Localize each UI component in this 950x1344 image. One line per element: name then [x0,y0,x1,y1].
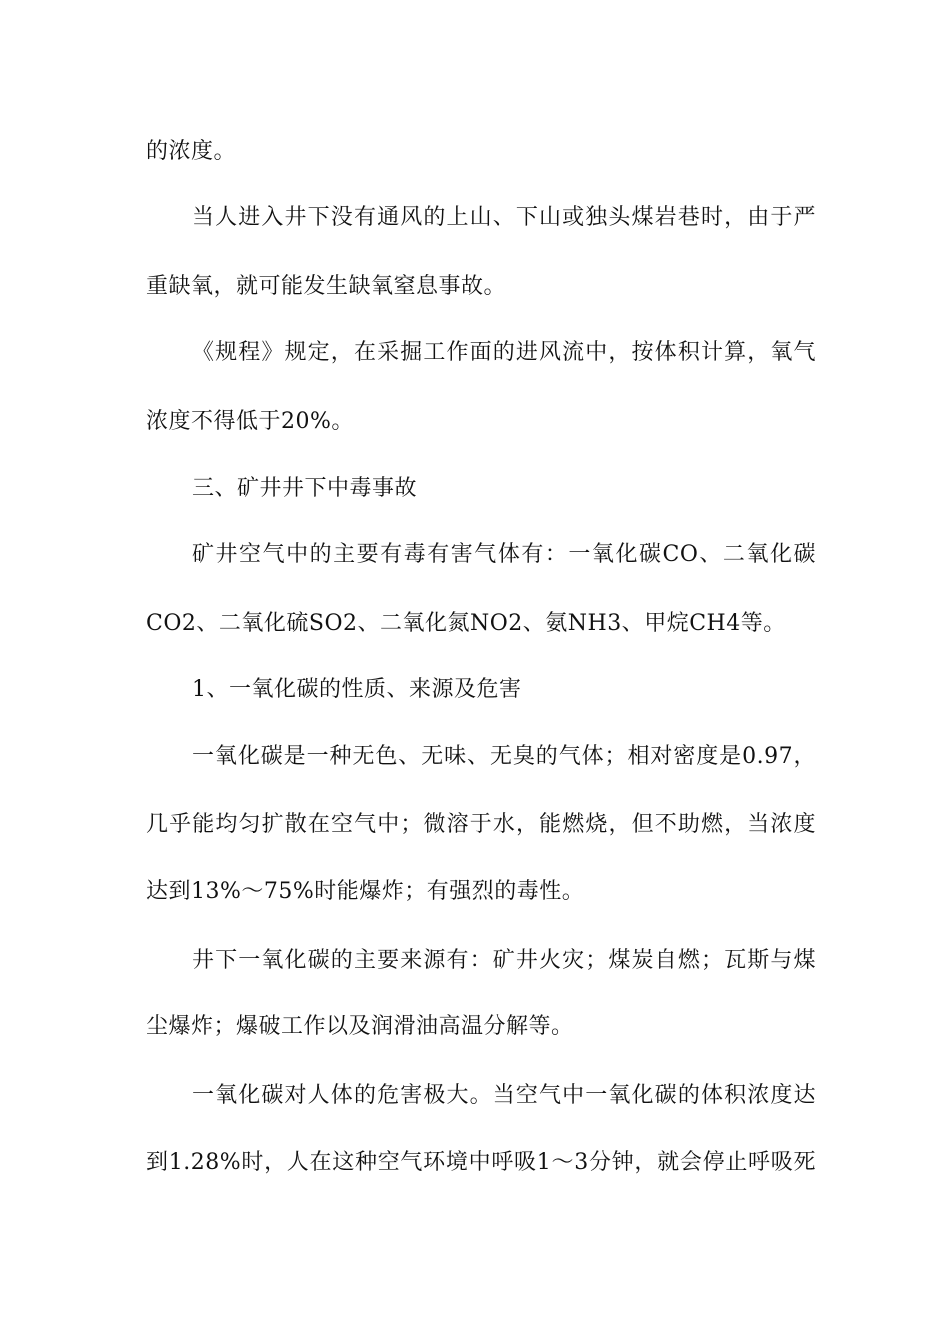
paragraph-first-line: 一氧化碳是一种无色、无味、无臭的气体；相对密度是0.97， [192,744,816,769]
text-line: 的浓度。 [146,139,237,164]
paragraph-first-line: 矿井空气中的主要有毒有害气体有：一氧化碳CO、二氧化碳 [192,542,816,567]
text-line: 几乎能均匀扩散在空气中；微溶于水，能燃烧，但不助燃，当浓度 [146,812,816,837]
text-line: 浓度不得低于20%。 [146,409,354,434]
text-line: 尘爆炸；爆破工作以及润滑油高温分解等。 [146,1014,574,1039]
text-line: 重缺氧，就可能发生缺氧窒息事故。 [146,274,507,299]
text-line: 达到13%～75%时能爆炸；有强烈的毒性。 [146,879,585,904]
section-heading: 三、矿井井下中毒事故 [192,476,418,501]
text-line: CO2、二氧化硫SO2、二氧化氮NO2、氨NH3、甲烷CH4等。 [146,611,786,636]
paragraph-first-line: 当人进入井下没有通风的上山、下山或独头煤岩巷时，由于严 [192,205,816,230]
subsection-heading: 1、一氧化碳的性质、来源及危害 [192,677,522,702]
paragraph-first-line: 井下一氧化碳的主要来源有：矿井火灾；煤炭自燃；瓦斯与煤 [192,948,816,973]
text-line: 到1.28%时，人在这种空气环境中呼吸1～3分钟，就会停止呼吸死 [146,1150,816,1175]
paragraph-first-line: 《规程》规定，在采掘工作面的进风流中，按体积计算，氧气 [192,340,816,365]
paragraph-first-line: 一氧化碳对人体的危害极大。当空气中一氧化碳的体积浓度达 [192,1083,816,1108]
